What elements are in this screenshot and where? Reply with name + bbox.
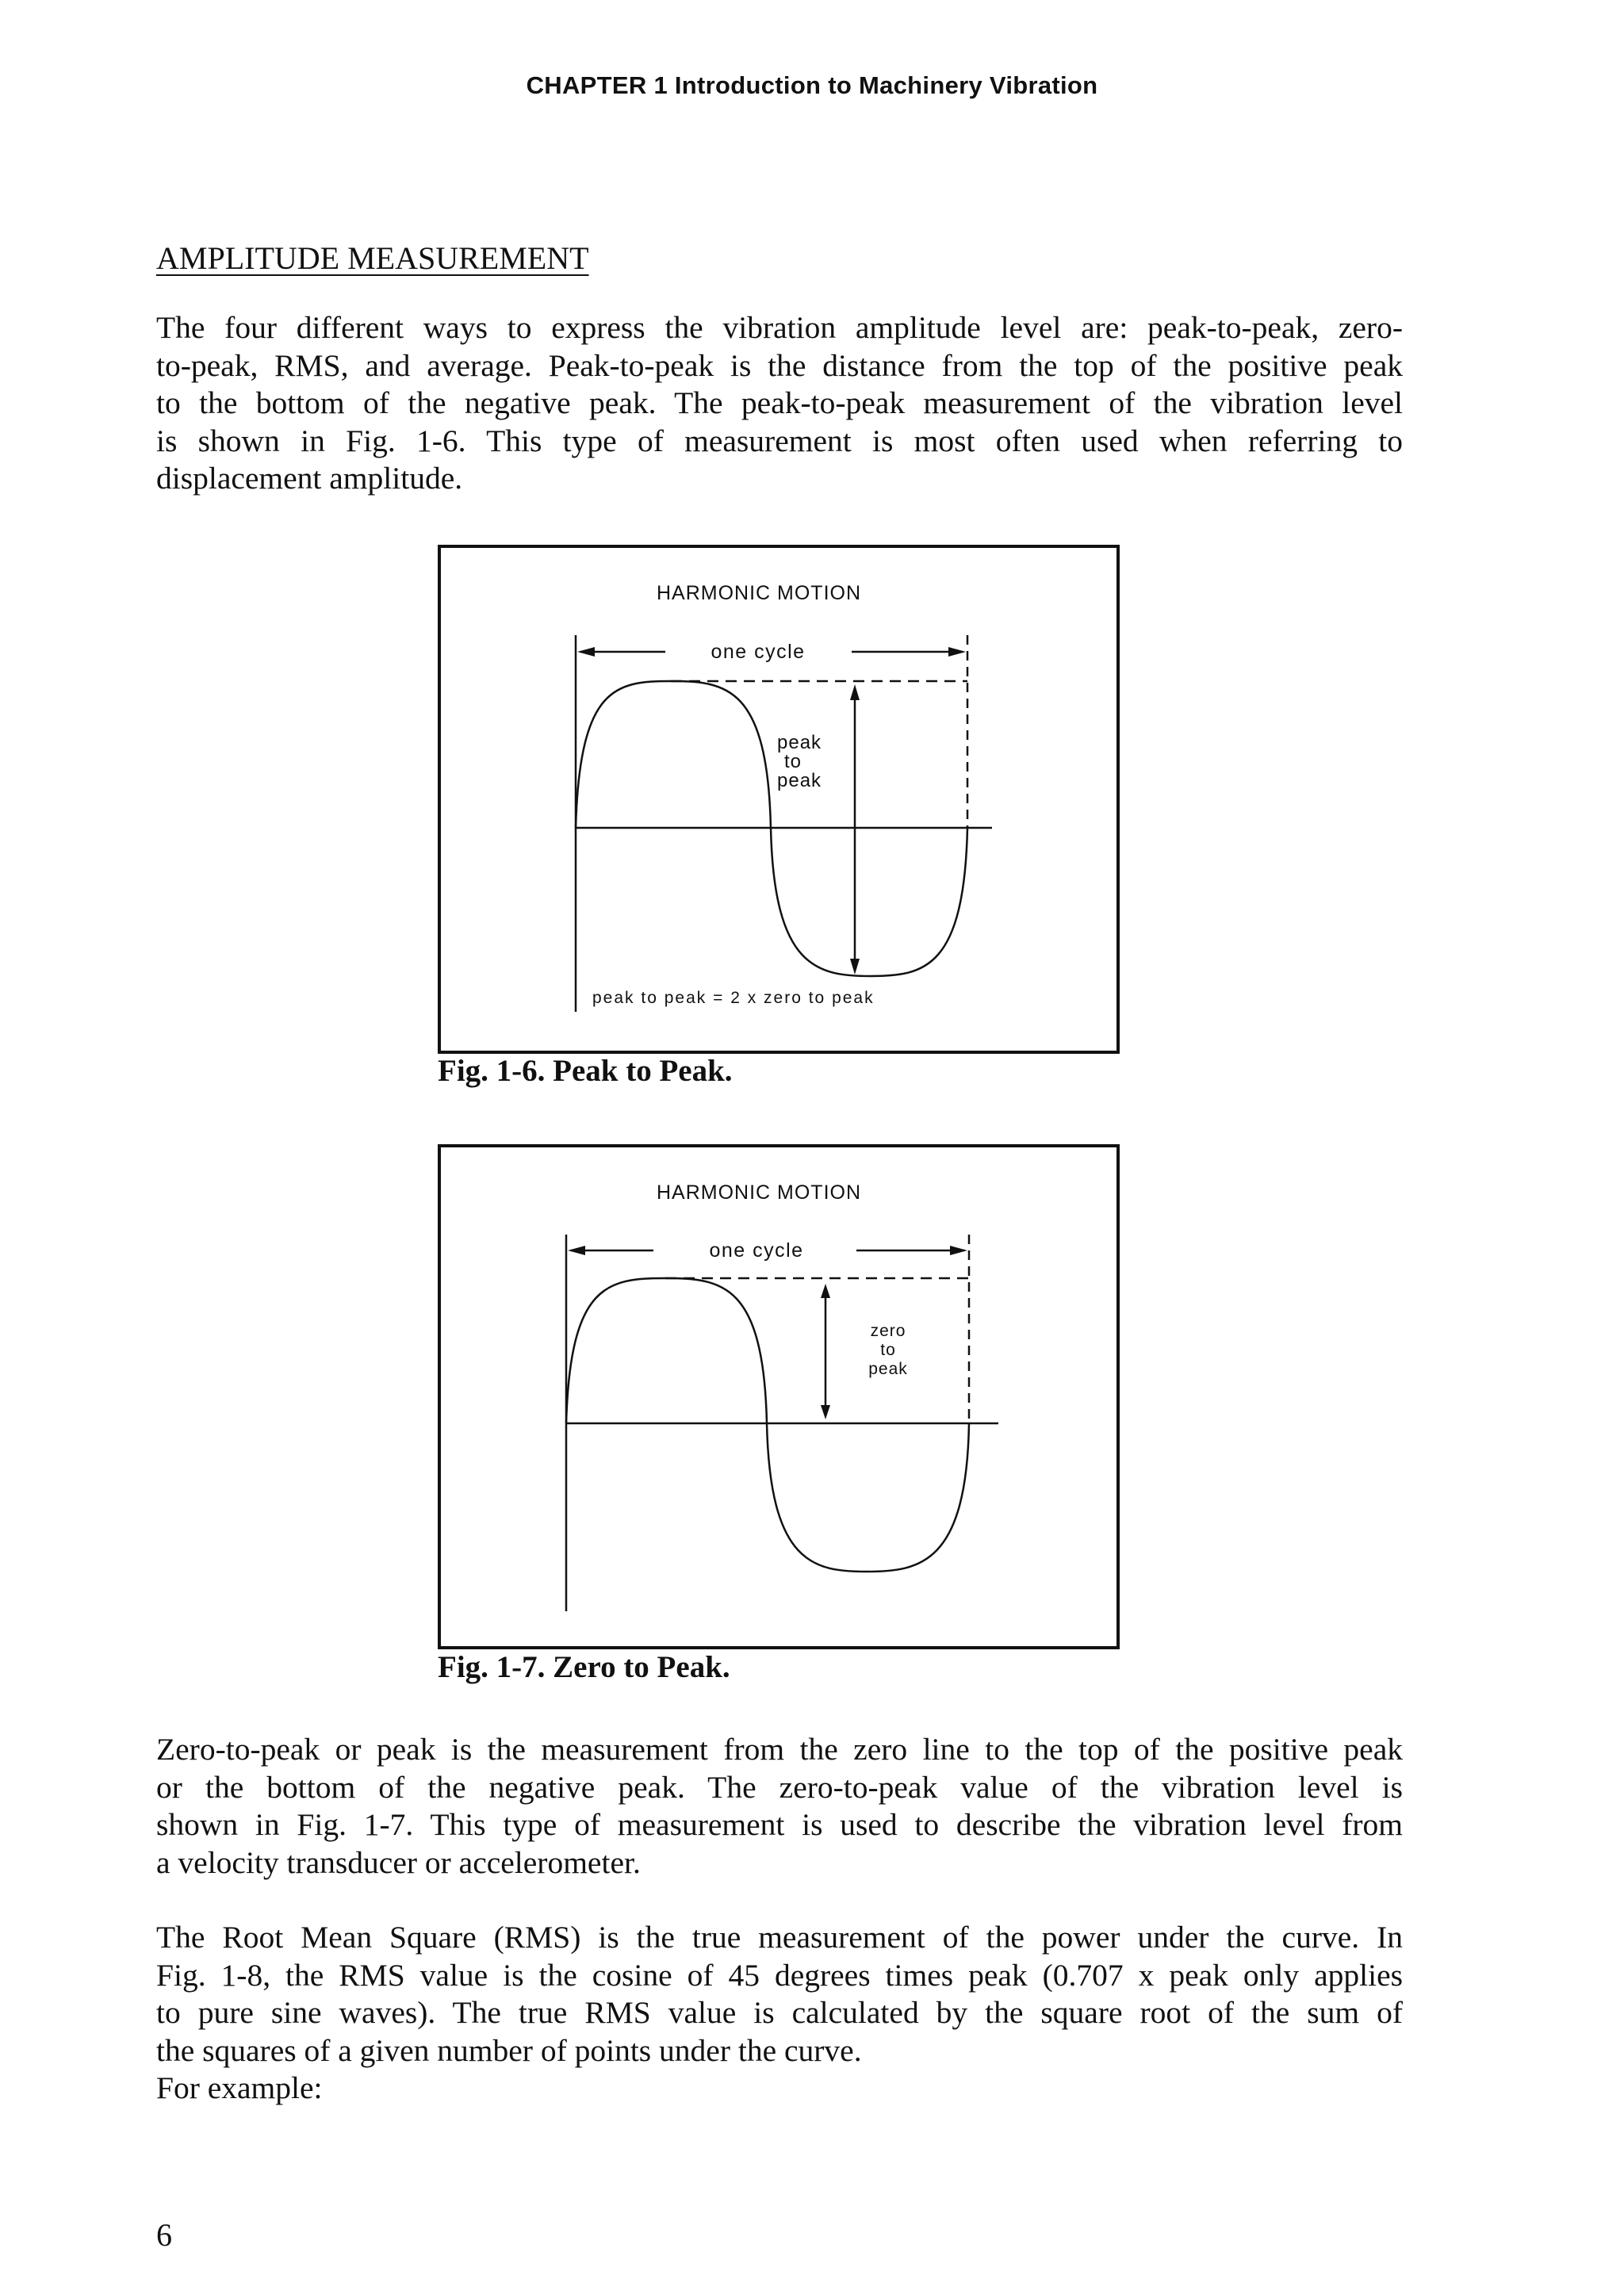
arrowhead-right xyxy=(950,1246,967,1255)
text-line: displacement amplitude. xyxy=(156,461,463,496)
amplitude-label-line: peak xyxy=(777,732,822,753)
section-title: AMPLITUDE MEASUREMENT xyxy=(156,240,589,276)
figure-peak-to-peak xyxy=(438,545,1120,1054)
figure-title: HARMONIC MOTION xyxy=(656,582,862,604)
text-line: or the bottom of the negative peak. The zero-to-peak value of the vibration level is xyxy=(156,1769,1403,1805)
paragraph-amplitude-intro xyxy=(156,309,1403,498)
arrowhead-up xyxy=(821,1284,830,1298)
text-line: The four different ways to express the vibration amplitude level are: peak-to-peak, zero- xyxy=(156,310,1403,345)
amplitude-label-line: peak xyxy=(868,1360,908,1378)
amplitude-label-line: peak xyxy=(777,770,822,791)
peak-to-peak-diagram xyxy=(441,548,1116,1051)
cycle-label: one cycle xyxy=(709,1239,804,1262)
arrowhead-left xyxy=(568,1246,585,1255)
arrowhead-right xyxy=(948,647,966,657)
zero-to-peak-diagram xyxy=(441,1147,1116,1646)
figure-zero-to-peak xyxy=(438,1144,1120,1649)
figure-title: HARMONIC MOTION xyxy=(656,1181,862,1204)
text-line: shown in Fig. 1-7. This type of measurement is used to describe the vibration level from xyxy=(156,1807,1403,1842)
text-line: to pure sine waves). The true RMS value is calculated by the square root of the sum of xyxy=(156,1995,1403,2030)
text-line: to-peak, RMS, and average. Peak-to-peak is the distance from the top of the positive peak xyxy=(156,347,1403,383)
amplitude-label-line: zero xyxy=(870,1322,906,1340)
text-line: to the bottom of the negative peak. The peak-to-peak measurement of the vibration level xyxy=(156,385,1403,420)
paragraph-zero-to-peak xyxy=(156,1731,1403,1882)
arrowhead-down xyxy=(850,959,860,975)
text-line: Zero-to-peak or peak is the measurement from the zero line to the top of the positive peak xyxy=(156,1732,1403,1767)
page-number: 6 xyxy=(156,2217,172,2253)
cycle-label: one cycle xyxy=(710,641,806,663)
paragraph-rms xyxy=(156,1919,1403,2108)
figure-caption: Fig. 1-7. Zero to Peak. xyxy=(438,1650,730,1684)
text-line: the squares of a given number of points under the curve. xyxy=(156,2032,862,2068)
text-line: a velocity transducer or accelerometer. xyxy=(156,1844,641,1880)
chapter-header: CHAPTER 1 Introduction to Machinery Vibration xyxy=(526,71,1098,99)
text-line: is shown in Fig. 1-6. This type of measurement is most often used when referring to xyxy=(156,423,1403,458)
text-line: The Root Mean Square (RMS) is the true measurement of the power under the curve. In xyxy=(156,1920,1403,1955)
amplitude-label-line: to xyxy=(784,751,802,772)
sine-wave xyxy=(566,1278,969,1572)
text-line: For example: xyxy=(156,2070,323,2105)
amplitude-label-line: to xyxy=(880,1341,896,1359)
figure-footnote: peak to peak = 2 x zero to peak xyxy=(592,989,875,1007)
arrowhead-left xyxy=(577,647,595,657)
figure-caption: Fig. 1-6. Peak to Peak. xyxy=(438,1054,733,1088)
arrowhead-down xyxy=(821,1405,830,1419)
arrowhead-up xyxy=(850,684,860,700)
text-line: Fig. 1-8, the RMS value is the cosine of 45 degrees times peak (0.707 x peak only applies xyxy=(156,1957,1403,1993)
